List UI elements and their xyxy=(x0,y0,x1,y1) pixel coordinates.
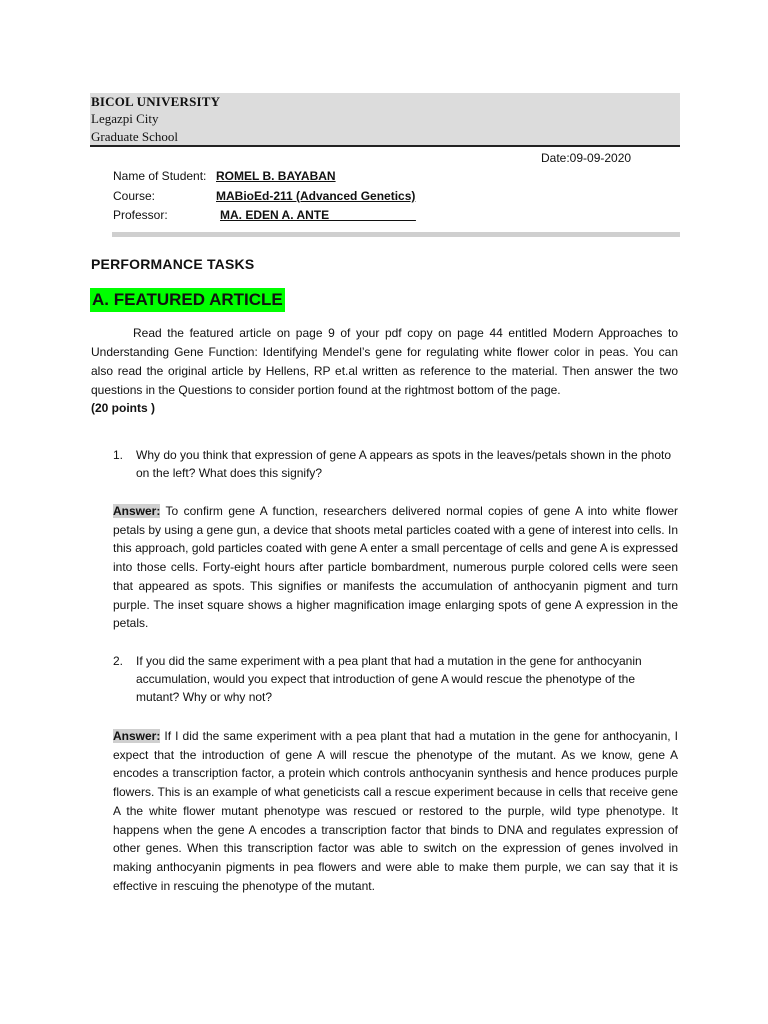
question-1 xyxy=(113,446,678,482)
question-text: If you did the same experiment with a pea plant that had a mutation in the gene for anthocyanin accumulation, would you expect that introduction of gene A would rescue the phenotype of the mutant? Why or why not? xyxy=(136,654,642,704)
answer-1 xyxy=(113,502,678,633)
question-number: 1. xyxy=(113,448,124,462)
school-name: Graduate School xyxy=(91,129,179,144)
question-2 xyxy=(113,652,678,706)
student-value: ROMEL B. BAYABAN xyxy=(216,169,336,183)
featured-article-heading: A. FEATURED ARTICLE xyxy=(90,288,285,312)
professor-value: MA. EDEN A. ANTE_____________ xyxy=(220,208,416,222)
section-title: PERFORMANCE TASKS xyxy=(91,256,255,272)
student-label: Name of Student: xyxy=(113,169,207,183)
professor-label: Professor: xyxy=(113,208,168,222)
header-divider xyxy=(90,145,680,147)
document-date: Date:09-09-2020 xyxy=(541,151,632,165)
points-label: (20 points ) xyxy=(91,401,156,415)
answer-label: Answer: xyxy=(113,729,161,743)
course-value: MABioEd-211 (Advanced Genetics) xyxy=(216,189,416,203)
course-label: Course: xyxy=(113,189,156,203)
intro-paragraph: Read the featured article on page 9 of your pdf copy on page 44 entitled Modern Approaches to Understanding Gene Function: Identifying Mendel’s gene for regulating white flower color in peas. You can also read the original article by Hellens, RP et.al written as reference to the material. Then answer the two questions in the Questions to consider portion found at the rightmost bottom of the page. xyxy=(91,326,678,397)
question-number: 2. xyxy=(113,654,124,668)
answer-2 xyxy=(113,727,678,895)
question-text: Why do you think that expression of gene A appears as spots in the leaves/petals shown in the photo on the left? What does this signify? xyxy=(136,448,672,480)
university-city: Legazpi City xyxy=(91,111,159,126)
answer-text: To confirm gene A function, researchers delivered normal copies of gene A into white flower petals by using a gene gun, a device that shoots metal particles coated with a gene of interest into cells. In this approach, gold particles coated with gene A enter a small percentage of cells and gene A is expressed into those cells. Forty-eight hours after particle bombardment, numerous purple colored cells were seen that appeared as spots. This signifies or manifests the accumulation of anthocyanin pigment and turn purple. The inset square shows a higher magnification image enlarging spots of gene A expression in the petals. xyxy=(113,504,678,631)
section-divider xyxy=(112,232,680,237)
answer-text: If I did the same experiment with a pea plant that had a mutation in the gene for anthocyanin, I expect that the introduction of gene A will rescue the phenotype of the mutant. As we know, gene A encodes a transcription factor, a protein which controls anthocyanin synthesis and hence produces purple flowers. This is an example of what geneticists call a rescue experiment because in cells that receive gene A the white flower mutant phenotype was rescued or restored to the purple, wild type phenotype. It happens when the gene A encodes a transcription factor that binds to DNA and regulates expression of other genes. When this transcription factor was able to switch on the expression of genes involved in making anthocyanin pigments in pea flowers and were able to make them purple, we can say that it is effective in rescuing the phenotype of the mutant. xyxy=(113,729,678,893)
university-name: BICOL UNIVERSITY xyxy=(91,94,221,109)
answer-label: Answer: xyxy=(113,504,161,518)
